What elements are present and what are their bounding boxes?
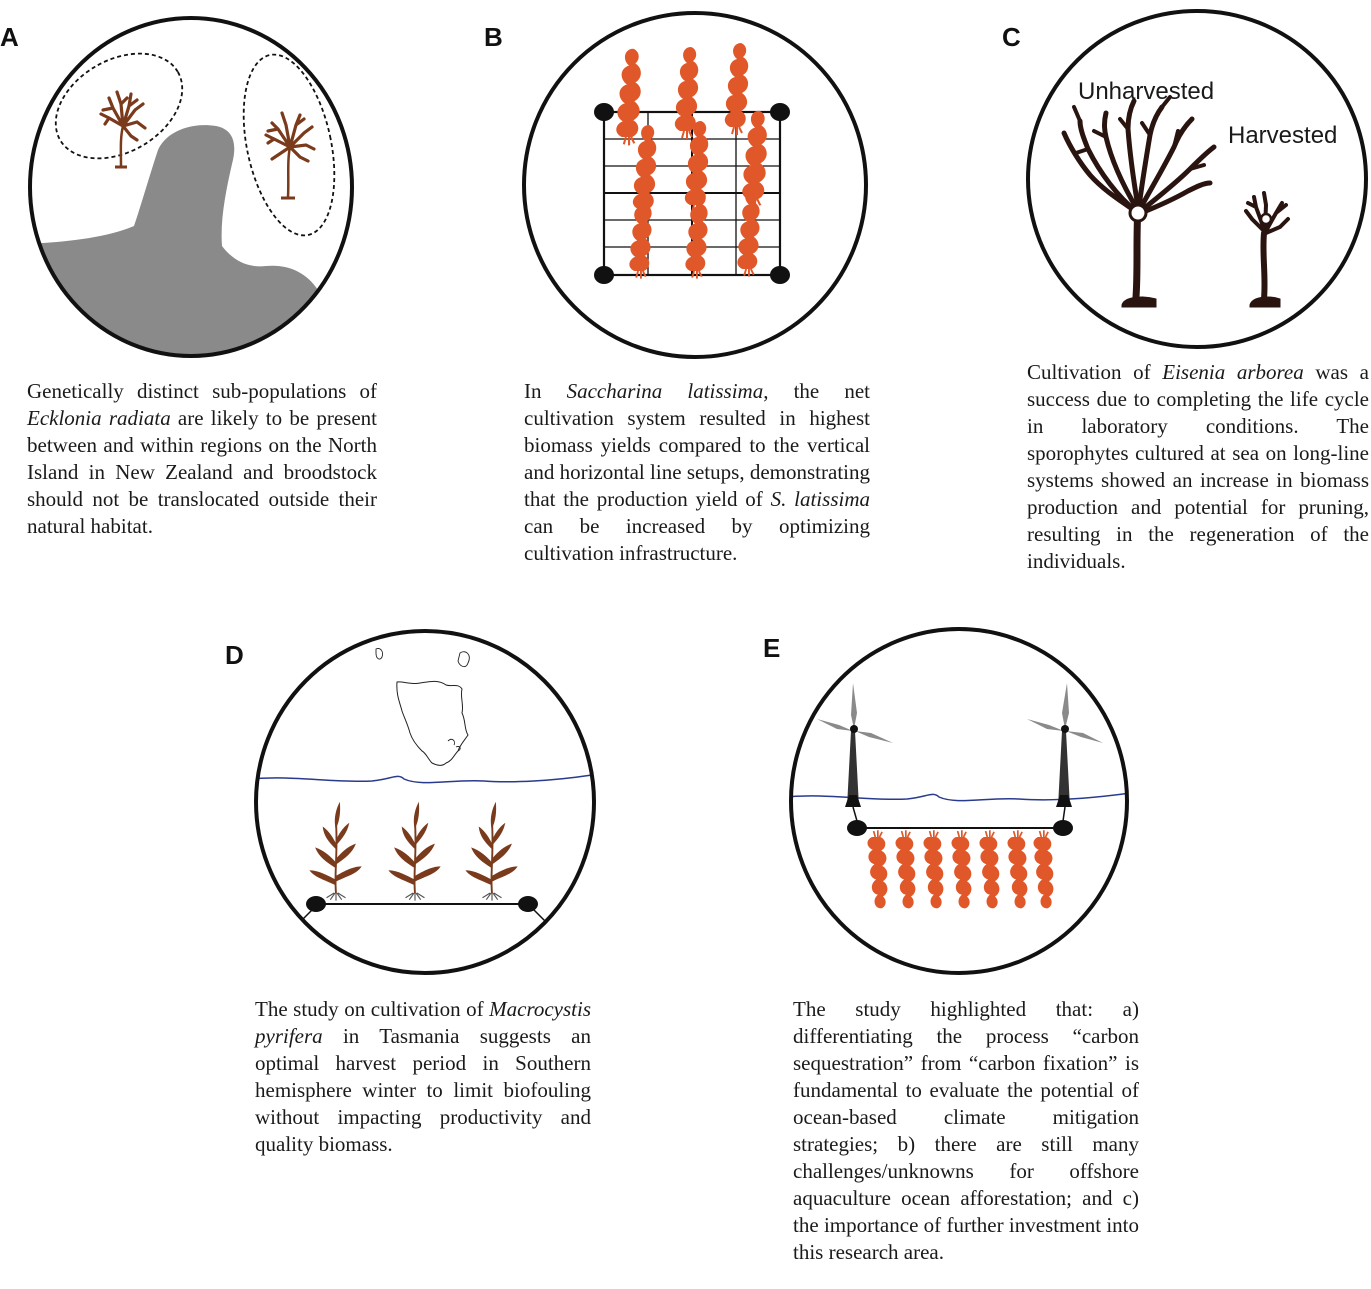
wind-turbine-right xyxy=(1027,683,1103,807)
panel-e-letter: E xyxy=(763,633,781,663)
eisenia-unharvested xyxy=(1064,97,1214,307)
tasmania-map xyxy=(397,681,468,765)
label-unharvested: Unharvested xyxy=(1078,78,1215,105)
macrocystis-kelp-3 xyxy=(465,802,517,901)
panel-d-caption: The study on cultivation of Macrocystis pyrifera in Tasmania suggests an optimal harvest period in Southern hemisphere winter to limit biofouling without impacting productivity and quality biomass. xyxy=(255,997,591,1156)
panel-e-caption: The study highlighted that: a) differentiating the process “carbon sequestration” from “carbon fixation” is fundamental to evaluate the potential of ocean-based climate mitigation strategies; b) there are still many challenges/unknowns for offshore aquaculture ocean afforestation; and c) the importance of further investment into this research area. xyxy=(793,997,1139,1264)
panel-b-illustration xyxy=(520,9,870,361)
panel-b-letter: B xyxy=(484,22,503,52)
panel-c-illustration xyxy=(1024,7,1370,351)
panel-d-illustration xyxy=(252,627,598,977)
panel-d-letter: D xyxy=(225,640,244,670)
offshore-kelp-group xyxy=(867,830,1053,908)
panel-e-illustration xyxy=(787,625,1131,978)
ecklonia-kelp-left xyxy=(101,92,145,167)
label-harvested: Harvested xyxy=(1228,122,1338,149)
panel-a-letter: A xyxy=(0,22,19,52)
panel-a-caption: Genetically distinct sub-populations of Ecklonia radiata are likely to be present between and within regions on the North Island in New Zealand and broodstock should not be translocated outside their natural habitat. xyxy=(27,379,378,538)
coastline-land xyxy=(26,125,366,360)
panel-c-caption: Cultivation of Eisenia arborea was a success due to completing the life cycle in laboratory conditions. The sporophytes cultured at sea on long-line systems showed an increase in biomass production and potential for pruning, resulting in the regeneration of the individuals. xyxy=(1027,360,1369,573)
sea-surface xyxy=(252,775,592,783)
panel-a-illustration xyxy=(26,14,356,360)
saccharina-kelp-group xyxy=(616,43,767,279)
panel-b-caption: In Saccharina latissima, the net cultivation system resulted in highest biomass yields compared to the vertical and horizontal line setups, demonstrating that the production yield of S. latissima can be increased by optimizing cultivation infrastructure. xyxy=(524,379,870,565)
macrocystis-kelp-2 xyxy=(388,802,440,901)
sea-surface xyxy=(787,793,1131,801)
wind-turbine-left xyxy=(817,683,893,807)
eisenia-harvested xyxy=(1246,193,1288,307)
ecklonia-kelp-right xyxy=(266,113,314,198)
macrocystis-kelp-1 xyxy=(309,802,361,901)
panel-c-letter: C xyxy=(1002,22,1021,52)
